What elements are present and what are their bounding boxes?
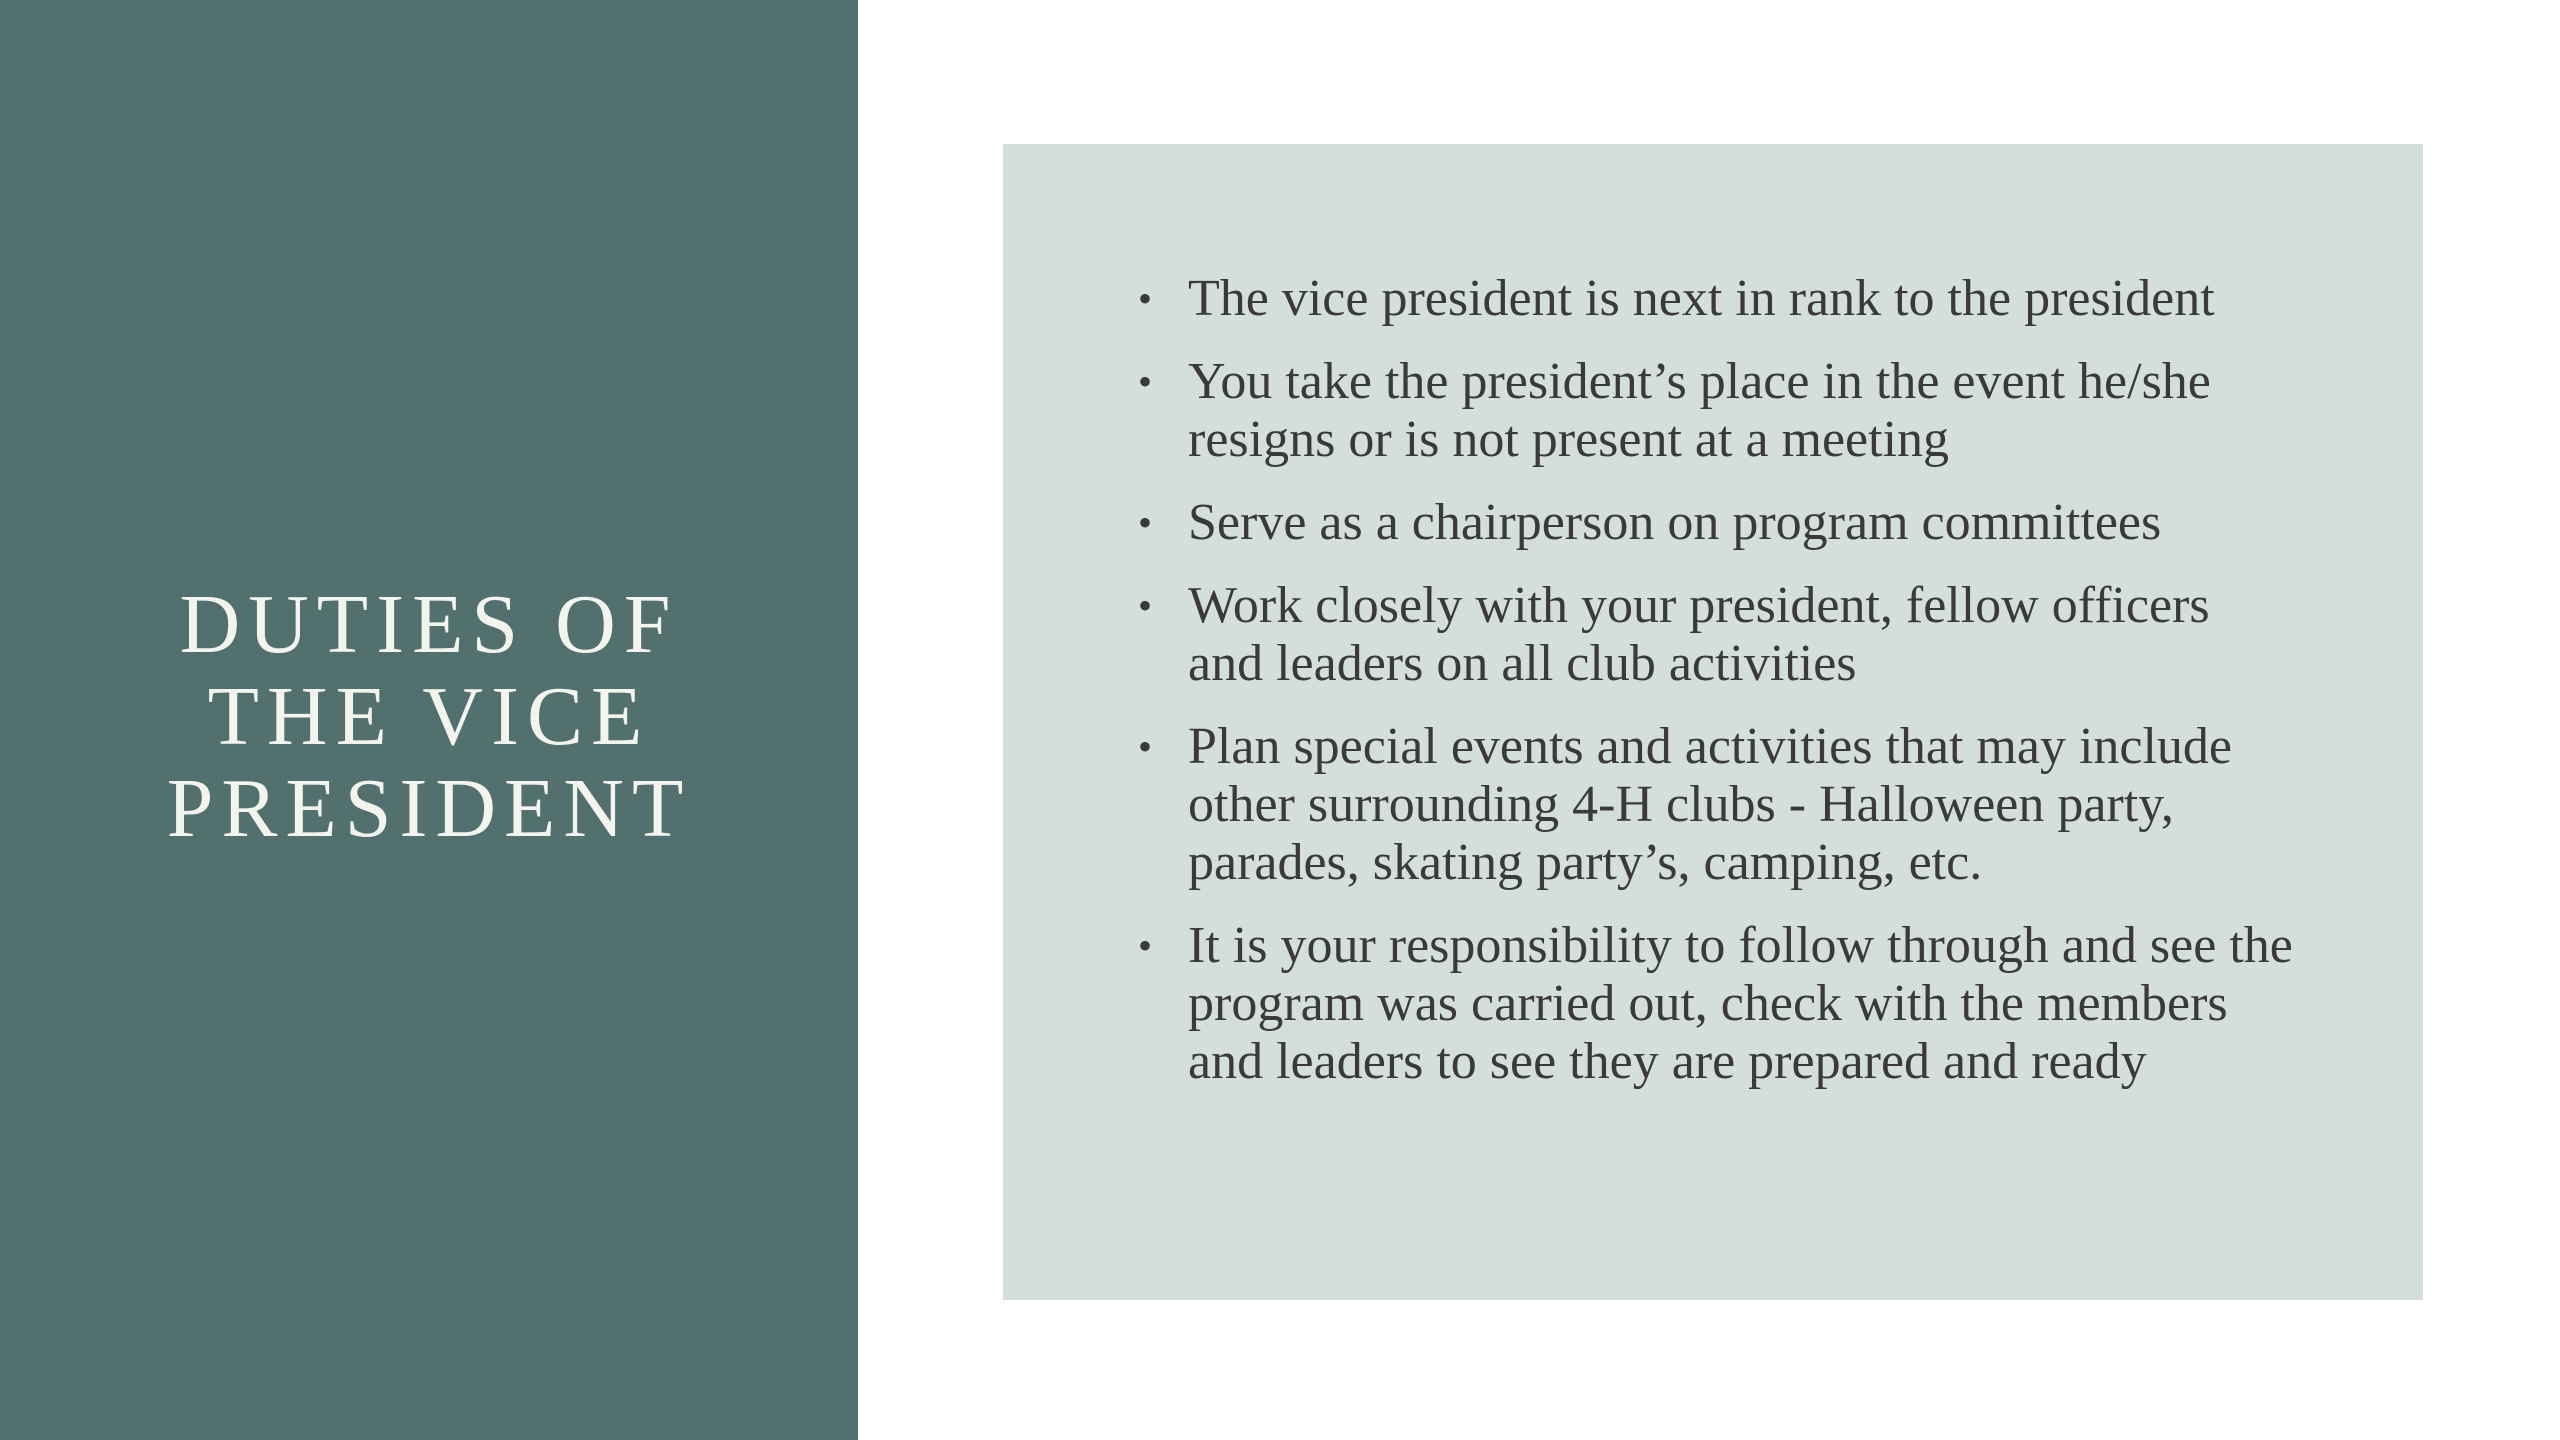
slide-title: DUTIES OF THE VICE PRESIDENT [166, 578, 692, 855]
bullet-icon: • [1138, 923, 1153, 968]
title-panel [0, 0, 858, 1440]
bullet-text: The vice president is next in rank to the president [1188, 270, 2215, 327]
bullet-item [1135, 353, 2295, 469]
bullet-text: Serve as a chairperson on program committees [1188, 494, 2162, 551]
bullet-text: You take the president’s place in the event he/she resigns or is not present at a meeting [1188, 353, 2211, 468]
bullet-icon: • [1138, 276, 1153, 321]
bullet-item [1135, 494, 2295, 552]
bullet-icon: • [1138, 500, 1153, 545]
bullet-item [1135, 577, 2295, 693]
bullet-text: Work closely with your president, fellow officers and leaders on all club activities [1188, 577, 2210, 692]
bullet-list [1135, 270, 2295, 1116]
content-box [1003, 144, 2423, 1300]
bullet-item [1135, 718, 2295, 892]
bullet-text: It is your responsibility to follow through and see the program was carried out, check with the members and leaders to see they are prepared and ready [1188, 917, 2293, 1090]
bullet-item [1135, 270, 2295, 328]
bullet-icon: • [1138, 359, 1153, 404]
bullet-icon: • [1138, 583, 1153, 628]
bullet-icon: • [1138, 724, 1153, 769]
bullet-item [1135, 917, 2295, 1091]
bullet-text: Plan special events and activities that may include other surrounding 4-H clubs - Halloween party, parades, skating party’s, camping, etc. [1188, 718, 2233, 891]
